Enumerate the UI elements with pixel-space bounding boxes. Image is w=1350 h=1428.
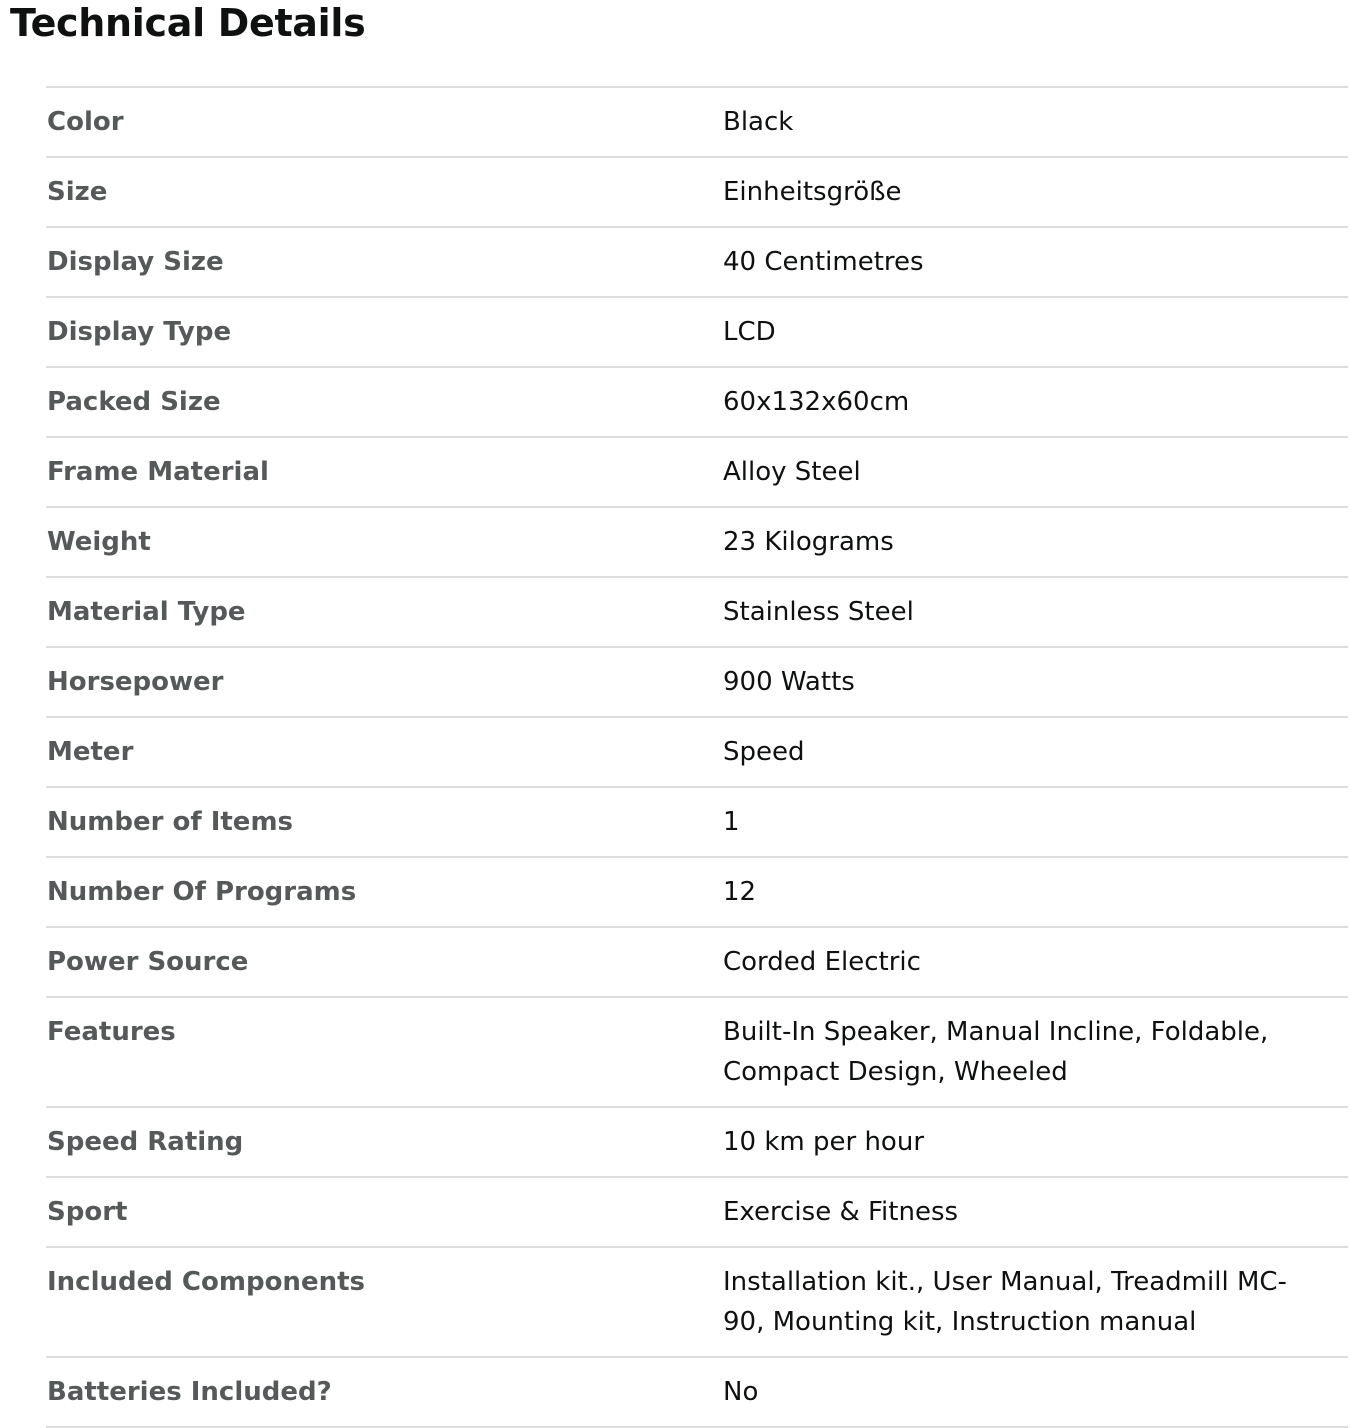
spec-label: Color [47,107,124,137]
spec-label: Batteries Included? [47,1377,332,1407]
technical-details-table [46,86,1348,1428]
spec-label: Packed Size [47,387,221,417]
spec-value: Exercise & Fitness [723,1197,959,1227]
spec-label: Speed Rating [47,1127,244,1157]
spec-value: 1 [723,807,740,837]
spec-label: Frame Material [47,457,269,487]
spec-label: Number of Items [47,807,294,837]
spec-row-included-components [46,1247,1348,1357]
spec-label: Features [47,1017,176,1047]
spec-row-display-size [46,227,1348,297]
spec-row-speed-rating [46,1107,1348,1177]
spec-label: Included Components [47,1267,365,1297]
section-title: Technical Details [10,1,366,45]
spec-label: Display Type [47,317,232,347]
spec-label: Power Source [47,947,249,977]
spec-value: 10 km per hour [723,1127,925,1157]
spec-label: Weight [47,527,151,557]
spec-value: Stainless Steel [723,597,914,627]
spec-row-features [46,997,1348,1107]
spec-value: Speed [723,737,805,767]
spec-label: Display Size [47,247,224,277]
spec-row-power-source [46,927,1348,997]
spec-row-size [46,157,1348,227]
spec-row-batteries-included [46,1357,1348,1427]
spec-row-material-type [46,577,1348,647]
spec-row-display-type [46,297,1348,367]
spec-value: 40 Centimetres [723,247,924,277]
spec-value: 23 Kilograms [723,527,894,557]
spec-value: Built-In Speaker, Manual Incline, Foldable, Compact Design, Wheeled [723,1017,1269,1087]
spec-row-meter [46,717,1348,787]
spec-value: Installation kit., User Manual, Treadmill MC-90, Mounting kit, Instruction manual [723,1267,1287,1337]
spec-value: Alloy Steel [723,457,861,487]
spec-row-number-of-programs [46,857,1348,927]
spec-row-weight [46,507,1348,577]
spec-row-horsepower [46,647,1348,717]
spec-row-frame-material [46,437,1348,507]
spec-label: Horsepower [47,667,224,697]
spec-label: Number Of Programs [47,877,357,907]
spec-value: LCD [723,317,776,347]
spec-value: Corded Electric [723,947,921,977]
spec-value: Einheitsgröße [723,177,902,207]
spec-row-number-of-items [46,787,1348,857]
spec-value: Black [723,107,794,137]
spec-row-packed-size [46,367,1348,437]
spec-row-color [46,87,1348,157]
spec-value: 900 Watts [723,667,855,697]
spec-label: Meter [47,737,134,767]
spec-label: Sport [47,1197,128,1227]
spec-label: Material Type [47,597,246,627]
spec-row-sport [46,1177,1348,1247]
spec-value: 12 [723,877,757,907]
spec-label: Size [47,177,108,207]
spec-value: No [723,1377,759,1407]
spec-value: 60x132x60cm [723,387,910,417]
